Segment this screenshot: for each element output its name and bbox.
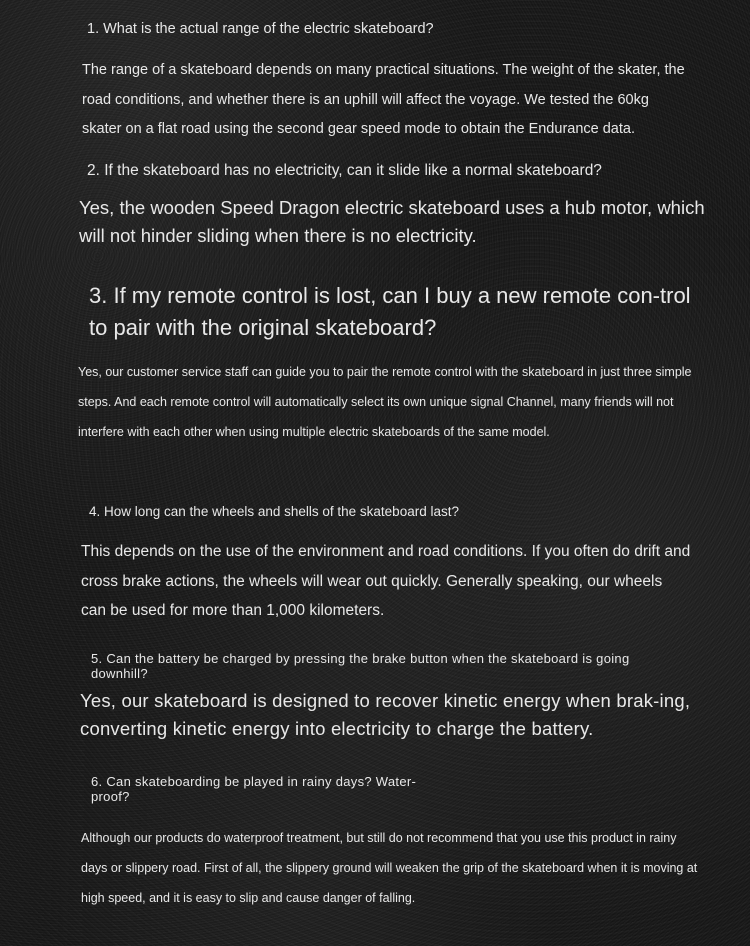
faq-question-3: 3. If my remote control is lost, can I buy a new remote con-trol to pair with the original skateboard? <box>89 283 691 340</box>
faq-answer-1: The range of a skateboard depends on many practical situations. The weight of the skater, the road conditions, and whether there is an uphill will affect the voyage. We tested the 60kg skater on a flat road using the second gear speed mode to obtain the Endurance data. <box>82 62 685 137</box>
faq-question-5: 5. Can the battery be charged by pressing the brake button when the skateboard is going downhill? <box>91 651 630 681</box>
faq-answer-3: Yes, our customer service staff can guide you to pair the remote control with the skateboard in just three simple steps. And each remote control will automatically select its own unique signal Channel, many friends will not interfere with each other when using multiple electric skateboards of the same model. <box>78 365 692 439</box>
faq-answer-6: Although our products do waterproof treatment, but still do not recommend that you use this product in rainy days or slippery road. First of all, the slippery ground will weaken the grip of the skateboard when it is moving at high speed, and it is easy to slip and cause danger of falling. <box>81 831 698 905</box>
faq-question-6: 6. Can skateboarding be played in rainy days? Water-proof? <box>91 774 417 804</box>
faq-answer-4: This depends on the use of the environment and road conditions. If you often do drift and cross brake actions, the wheels will wear out quickly. Generally speaking, our wheels can be used for more than 1,000 kilometers. <box>81 543 691 619</box>
faq-question-4: 4. How long can the wheels and shells of the skateboard last? <box>89 504 459 519</box>
faq-question-2: 2. If the skateboard has no electricity, can it slide like a normal skateboard? <box>87 162 602 179</box>
faq-answer-5: Yes, our skateboard is designed to recover kinetic energy when brak-ing, converting kinetic energy into electricity to charge the battery. <box>80 690 691 739</box>
faq-question-1: 1. What is the actual range of the electric skateboard? <box>87 21 434 37</box>
faq-answer-2: Yes, the wooden Speed Dragon electric skateboard uses a hub motor, which will not hinder sliding when there is no electricity. <box>79 197 705 246</box>
